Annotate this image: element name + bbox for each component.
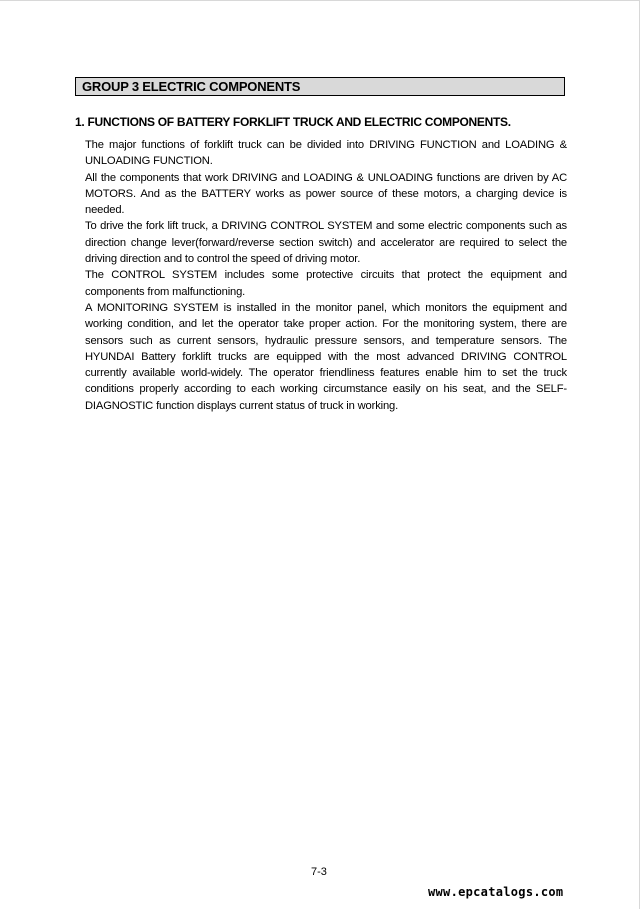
body-line: The CONTROL SYSTEM includes some protective circuits that protect the equipment and [85,269,567,282]
body-line: MOTORS. And as the BATTERY works as power source of these motors, a charging device is [85,187,567,200]
body-line: A MONITORING SYSTEM is installed in the monitor panel, which monitors the equipment and [85,301,567,314]
section-title: 1. FUNCTIONS OF BATTERY FORKLIFT TRUCK AND ELECTRIC COMPONENTS. [75,115,511,129]
body-line: The major functions of forklift truck can be divided into DRIVING FUNCTION and LOADING & [85,139,567,151]
body-line: driving direction and to control the speed of driving motor. [85,253,361,266]
body-line: working condition, and let the operator take proper action. For the monitoring system, there are [85,318,567,331]
watermark: www.epcatalogs.com [428,885,564,899]
body-line: UNLOADING FUNCTION. [85,155,213,168]
body-line: sensors such as current sensors, hydraulic pressure sensors, and temperature sensors. The [85,334,567,347]
body-line: conditions properly according to each working circumstance easily on his seat, and the SELF- [85,383,567,396]
body-line: currently available world-widely. The operator friendliness features enable him to set the truck [85,367,567,380]
page-number: 7-3 [311,866,327,878]
group-header [75,77,565,96]
body-line: To drive the fork lift truck, a DRIVING CONTROL SYSTEM and some electric components such as [85,220,567,233]
body-line: All the components that work DRIVING and LOADING & UNLOADING functions are driven by AC [85,171,567,184]
group-title: GROUP 3 ELECTRIC COMPONENTS [82,79,301,94]
body-line: HYUNDAI Battery forklift trucks are equipped with the most advanced DRIVING CONTROL [85,350,567,363]
body-line: needed. [85,204,125,217]
body-text [85,137,567,414]
body-line: components from malfunctioning. [85,285,246,298]
body-line: DIAGNOSTIC function displays current status of truck in working. [85,399,399,412]
body-line: direction change lever(forward/reverse section switch) and accelerator are required to select the [85,236,567,249]
top-border [0,0,640,1]
